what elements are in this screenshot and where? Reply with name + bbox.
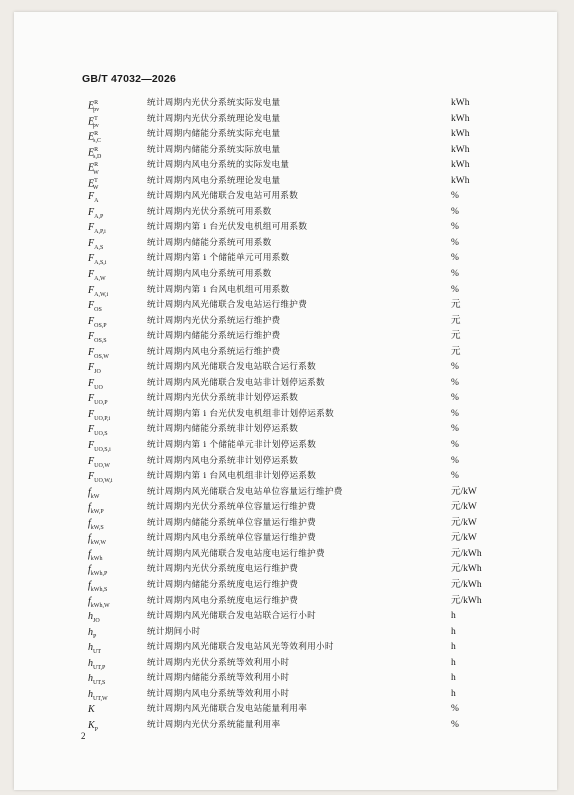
symbol-subscript: A bbox=[94, 198, 99, 205]
symbol-subscript: OS,P bbox=[94, 322, 107, 329]
symbol-row bbox=[14, 143, 557, 159]
symbol-subscript: A,W bbox=[94, 276, 106, 283]
symbol-description: 统计周期内第 i 个储能单元可用系数 bbox=[147, 253, 290, 264]
symbol: $F_{OS,S}$ bbox=[88, 331, 107, 345]
symbol: $F_{OS,W}$ bbox=[88, 346, 109, 360]
symbol-unit: % bbox=[451, 377, 459, 388]
symbol-unit: h bbox=[451, 642, 456, 653]
symbol-unit: % bbox=[451, 253, 459, 264]
symbol-row bbox=[14, 594, 557, 610]
symbol-unit: h bbox=[451, 611, 456, 622]
symbol-unit: % bbox=[451, 455, 459, 466]
symbol-row bbox=[14, 407, 557, 423]
symbol-subscript: A,W,i bbox=[94, 291, 109, 298]
symbol-unit: 元/kWh bbox=[451, 548, 482, 559]
symbol: $h_P$ bbox=[88, 626, 97, 640]
symbol: $F_{OS}$ bbox=[88, 300, 102, 314]
symbol-row bbox=[14, 314, 557, 330]
symbol: $f_{kW,W}$ bbox=[88, 533, 107, 547]
symbol: $f_{kWh}$ bbox=[88, 548, 103, 562]
symbol-subscript: UO,S bbox=[94, 431, 108, 438]
symbol-description: 统计周期内储能分系统实际充电量 bbox=[147, 129, 281, 140]
symbol-description: 统计周期内光伏分系统可用系数 bbox=[147, 206, 272, 217]
symbol-row bbox=[14, 360, 557, 376]
symbol-subscript: UO,W bbox=[94, 462, 110, 469]
symbol-description: 统计期间小时 bbox=[147, 626, 201, 637]
symbol-unit: h bbox=[451, 688, 456, 699]
symbol-subscript: kW bbox=[90, 493, 100, 500]
symbol-unit: % bbox=[451, 408, 459, 419]
symbol-subscript: A,S bbox=[94, 244, 104, 251]
symbol-row bbox=[14, 718, 557, 734]
symbol-subscript: A,P bbox=[94, 213, 104, 220]
symbol-description: 统计周期内第 i 个储能单元非计划停运系数 bbox=[147, 440, 317, 451]
symbol-subscript: A,S,i bbox=[94, 260, 107, 267]
symbol-unit: 元/kWh bbox=[451, 579, 482, 590]
symbol: $F_{UO,P}$ bbox=[88, 393, 108, 407]
symbol-unit: % bbox=[451, 269, 459, 280]
symbol-subscript: kWh,P bbox=[90, 571, 108, 578]
symbol-description: 统计周期内储能分系统可用系数 bbox=[147, 237, 272, 248]
symbol-description: 统计周期内储能分系统等效利用小时 bbox=[147, 673, 290, 684]
symbol-description: 统计周期内光伏分系统运行维护费 bbox=[147, 315, 281, 326]
symbol-superscript: T bbox=[94, 115, 98, 122]
symbol: $f_{kW}$ bbox=[88, 486, 100, 500]
symbol-subscript: kW,W bbox=[90, 540, 107, 547]
symbol: $F_{UO,P,i}$ bbox=[88, 408, 111, 422]
symbol: $h_{UT,W}$ bbox=[88, 688, 108, 702]
symbol-description: 统计周期内储能分系统实际放电量 bbox=[147, 144, 281, 155]
symbol: $E^R_{s,C}$ bbox=[88, 131, 101, 145]
symbol-description: 统计周期内光伏分系统单位容量运行维护费 bbox=[147, 502, 316, 513]
symbol: $E^R_{pv}$ bbox=[88, 100, 100, 114]
symbol-unit: % bbox=[451, 471, 459, 482]
symbol-superscript: T bbox=[94, 177, 98, 184]
symbol-description: 统计周期内风电分系统理论发电量 bbox=[147, 175, 281, 186]
symbol-row bbox=[14, 609, 557, 625]
symbol-row bbox=[14, 329, 557, 345]
symbol-description: 统计周期内风光储联合发电站可用系数 bbox=[147, 191, 299, 202]
symbol-unit: 元/kW bbox=[451, 486, 477, 497]
symbol-subscript: P bbox=[93, 633, 97, 640]
symbol-unit: kWh bbox=[451, 129, 470, 140]
symbol: $F_{OS,P}$ bbox=[88, 315, 107, 329]
symbol: $F_{A,W,i}$ bbox=[88, 284, 109, 298]
symbol-description: 统计周期内风电分系统非计划停运系数 bbox=[147, 455, 299, 466]
symbol-row bbox=[14, 562, 557, 578]
symbol-row bbox=[14, 531, 557, 547]
symbol-description: 统计周期内风光储联合发电站能量利用率 bbox=[147, 704, 308, 715]
symbol: $F_{JO}$ bbox=[88, 362, 101, 376]
symbol-subscript: A,P,i bbox=[94, 229, 106, 236]
symbol-unit: kWh bbox=[451, 98, 470, 108]
symbol: K bbox=[88, 704, 95, 716]
symbol-subscript: UO,S,i bbox=[94, 447, 111, 454]
symbol-description: 统计周期内光伏分系统能量利用率 bbox=[147, 719, 281, 730]
symbol-row bbox=[14, 267, 557, 283]
symbol-subscript: kWh bbox=[90, 555, 103, 562]
symbol-subscript: UO,P,i bbox=[94, 415, 111, 422]
symbol: $F_{UO,W}$ bbox=[88, 455, 110, 469]
symbol-unit: % bbox=[451, 362, 459, 373]
symbol-row bbox=[14, 251, 557, 267]
symbol-subscript: W bbox=[93, 169, 99, 176]
symbol-row bbox=[14, 96, 557, 112]
symbol-description: 统计周期内风光储联合发电站单位容量运行维护费 bbox=[147, 486, 343, 497]
symbol: $F_{A,S,i}$ bbox=[88, 253, 107, 267]
symbol-unit: h bbox=[451, 657, 456, 668]
symbol: $F_{UO,S,i}$ bbox=[88, 440, 111, 454]
symbol: $E^R_{s,D}$ bbox=[88, 146, 102, 160]
symbol-unit: 元/kW bbox=[451, 502, 477, 513]
symbol-row bbox=[14, 640, 557, 656]
symbol-description: 统计周期内风电分系统运行维护费 bbox=[147, 346, 281, 357]
symbol-subscript: JO bbox=[94, 369, 101, 376]
symbol-row bbox=[14, 205, 557, 221]
symbol-row bbox=[14, 702, 557, 718]
symbol: $E^T_W$ bbox=[88, 177, 99, 192]
symbol-description: 统计周期内风电分系统可用系数 bbox=[147, 269, 272, 280]
symbol: $F_{UO,W,i}$ bbox=[88, 471, 113, 485]
symbol-subscript: s,C bbox=[93, 138, 101, 145]
symbol-row bbox=[14, 516, 557, 532]
symbol-row bbox=[14, 578, 557, 594]
symbol-unit: 元 bbox=[451, 346, 461, 357]
symbol-subscript: OS,W bbox=[94, 353, 109, 360]
symbol: $h_{JO}$ bbox=[88, 611, 100, 625]
symbol-row bbox=[14, 656, 557, 672]
symbol: $F_{UO}$ bbox=[88, 377, 103, 391]
symbol-subscript: s,D bbox=[93, 153, 102, 160]
symbol-subscript: UO bbox=[94, 384, 103, 391]
symbol-row bbox=[14, 422, 557, 438]
symbol-unit: % bbox=[451, 719, 459, 730]
symbol-description: 统计周期内风光储联合发电站联合运行系数 bbox=[147, 362, 316, 373]
symbol-description: 统计周期内风光储联合发电站非计划停运系数 bbox=[147, 377, 325, 388]
symbol-description: 统计周期内储能分系统单位容量运行维护费 bbox=[147, 517, 316, 528]
symbol-unit: 元 bbox=[451, 315, 461, 326]
symbol-row bbox=[14, 112, 557, 128]
symbol-unit: % bbox=[451, 704, 459, 715]
symbol-description: 统计周期内储能分系统非计划停运系数 bbox=[147, 424, 299, 435]
symbol: $E^R_W$ bbox=[88, 162, 99, 176]
symbol-subscript: UO,P bbox=[94, 400, 108, 407]
symbol: $f_{kWh,W}$ bbox=[88, 595, 110, 609]
symbol-row bbox=[14, 158, 557, 174]
symbol: $K_P$ bbox=[88, 719, 99, 733]
symbol-row bbox=[14, 376, 557, 392]
symbol-subscript: kW,P bbox=[90, 509, 104, 516]
symbol-subscript: UT,S bbox=[93, 680, 106, 687]
symbol-unit: kWh bbox=[451, 175, 470, 186]
symbol-subscript: OS bbox=[94, 307, 102, 314]
symbol-row bbox=[14, 625, 557, 641]
symbol-description: 统计周期内第 i 台光伏发电机组非计划停运系数 bbox=[147, 408, 334, 419]
symbol-unit: 元/kWh bbox=[451, 595, 482, 606]
symbol-description: 统计周期内风光储联合发电站联合运行小时 bbox=[147, 611, 316, 622]
symbol-table bbox=[14, 96, 557, 733]
symbol-description: 统计周期内第 i 台光伏发电机组可用系数 bbox=[147, 222, 308, 233]
symbol-description: 统计周期内风电分系统的实际发电量 bbox=[147, 160, 290, 171]
symbol-row bbox=[14, 189, 557, 205]
symbol-unit: h bbox=[451, 673, 456, 684]
symbol-description: 统计周期内风电分系统度电运行维护费 bbox=[147, 595, 299, 606]
symbol-row bbox=[14, 127, 557, 143]
symbol-subscript: kW,S bbox=[90, 524, 104, 531]
symbol-unit: % bbox=[451, 424, 459, 435]
symbol-subscript: kWh,S bbox=[90, 586, 108, 593]
symbol-row bbox=[14, 298, 557, 314]
symbol-unit: % bbox=[451, 284, 459, 295]
symbol-subscript: UT,P bbox=[93, 664, 106, 671]
symbol-unit: kWh bbox=[451, 144, 470, 155]
symbol: $E^T_{pv}$ bbox=[88, 115, 99, 129]
symbol-description: 统计周期内光伏分系统度电运行维护费 bbox=[147, 564, 299, 575]
symbol-unit: 元/kW bbox=[451, 517, 477, 528]
symbol-row bbox=[14, 220, 557, 236]
symbol: $F_A$ bbox=[88, 191, 99, 205]
symbol-subscript: W bbox=[92, 185, 99, 192]
symbol-row bbox=[14, 500, 557, 516]
symbol-description: 统计周期内风电分系统单位容量运行维护费 bbox=[147, 533, 316, 544]
symbol-description: 统计周期内光伏分系统非计划停运系数 bbox=[147, 393, 299, 404]
symbol-description: 统计周期内光伏分系统等效利用小时 bbox=[147, 657, 290, 668]
symbol-description: 统计周期内储能分系统度电运行维护费 bbox=[147, 579, 299, 590]
symbol: $f_{kWh,P}$ bbox=[88, 564, 108, 578]
symbol-subscript: kWh,W bbox=[90, 602, 110, 609]
symbol-row bbox=[14, 687, 557, 703]
symbol: $F_{A,W}$ bbox=[88, 269, 106, 283]
symbol: $f_{kW,S}$ bbox=[88, 517, 104, 531]
symbol-row bbox=[14, 174, 557, 190]
symbol: $h_{UT}$ bbox=[88, 642, 101, 656]
symbol-description: 统计周期内储能分系统运行维护费 bbox=[147, 331, 281, 342]
symbol-superscript: R bbox=[94, 100, 99, 106]
symbol-superscript: R bbox=[94, 146, 99, 153]
symbol-unit: % bbox=[451, 222, 459, 233]
symbol-description: 统计周期内光伏分系统实际发电量 bbox=[147, 98, 281, 108]
symbol-unit: % bbox=[451, 237, 459, 248]
symbol-row bbox=[14, 547, 557, 563]
symbol-description: 统计周期内风光储联合发电站运行维护费 bbox=[147, 300, 308, 311]
symbol-row bbox=[14, 391, 557, 407]
symbol: $h_{UT,P}$ bbox=[88, 657, 106, 671]
symbol-unit: 元 bbox=[451, 300, 461, 311]
symbol: $F_{UO,S}$ bbox=[88, 424, 108, 438]
symbol: $f_{kW,P}$ bbox=[88, 502, 104, 516]
symbol: $F_{A,P,i}$ bbox=[88, 222, 106, 236]
symbol-subscript: UT bbox=[93, 649, 101, 656]
symbol-unit: kWh bbox=[451, 113, 470, 124]
symbol: $F_{A,P}$ bbox=[88, 206, 104, 220]
symbol-description: 统计周期内光伏分系统理论发电量 bbox=[147, 113, 281, 124]
symbol-subscript: UO,W,i bbox=[94, 478, 113, 485]
symbol-row bbox=[14, 438, 557, 454]
symbol-unit: % bbox=[451, 191, 459, 202]
symbol-subscript: JO bbox=[93, 618, 100, 625]
symbol-description: 统计周期内第 i 台风电机组非计划停运系数 bbox=[147, 471, 317, 482]
symbol-description: 统计周期内风电分系统等效利用小时 bbox=[147, 688, 290, 699]
symbol-row bbox=[14, 283, 557, 299]
symbol-subscript: pv bbox=[93, 107, 100, 114]
page-number: 2 bbox=[81, 731, 86, 741]
symbol-superscript: R bbox=[94, 131, 99, 138]
symbol-row bbox=[14, 345, 557, 361]
symbol-superscript: R bbox=[94, 162, 99, 169]
symbol-subscript: OS,S bbox=[94, 338, 107, 345]
symbol-subscript: P bbox=[94, 726, 99, 733]
symbol-unit: 元/kW bbox=[451, 533, 477, 544]
symbol-subscript: pv bbox=[92, 122, 99, 129]
symbol-row bbox=[14, 454, 557, 470]
page-header: GB/T 47032—2026 bbox=[82, 73, 177, 85]
symbol-description: 统计周期内风光储联合发电站度电运行维护费 bbox=[147, 548, 325, 559]
document-page bbox=[14, 12, 557, 790]
symbol-unit: % bbox=[451, 393, 459, 404]
symbol-subscript: UT,W bbox=[93, 695, 108, 702]
symbol: $f_{kWh,S}$ bbox=[88, 579, 108, 593]
symbol-unit: % bbox=[451, 206, 459, 217]
symbol-row bbox=[14, 236, 557, 252]
symbol: $F_{A,S}$ bbox=[88, 237, 104, 251]
symbol-unit: 元 bbox=[451, 331, 461, 342]
symbol-description: 统计周期内风光储联合发电站风光等效利用小时 bbox=[147, 642, 334, 653]
symbol-description: 统计周期内第 i 台风电机组可用系数 bbox=[147, 284, 290, 295]
symbol-row bbox=[14, 671, 557, 687]
symbol-row bbox=[14, 469, 557, 485]
symbol-unit: h bbox=[451, 626, 456, 637]
symbol-row bbox=[14, 485, 557, 501]
symbol-unit: 元/kWh bbox=[451, 564, 482, 575]
symbol-unit: % bbox=[451, 440, 459, 451]
symbol: $h_{UT,S}$ bbox=[88, 673, 106, 687]
symbol-unit: kWh bbox=[451, 160, 470, 171]
